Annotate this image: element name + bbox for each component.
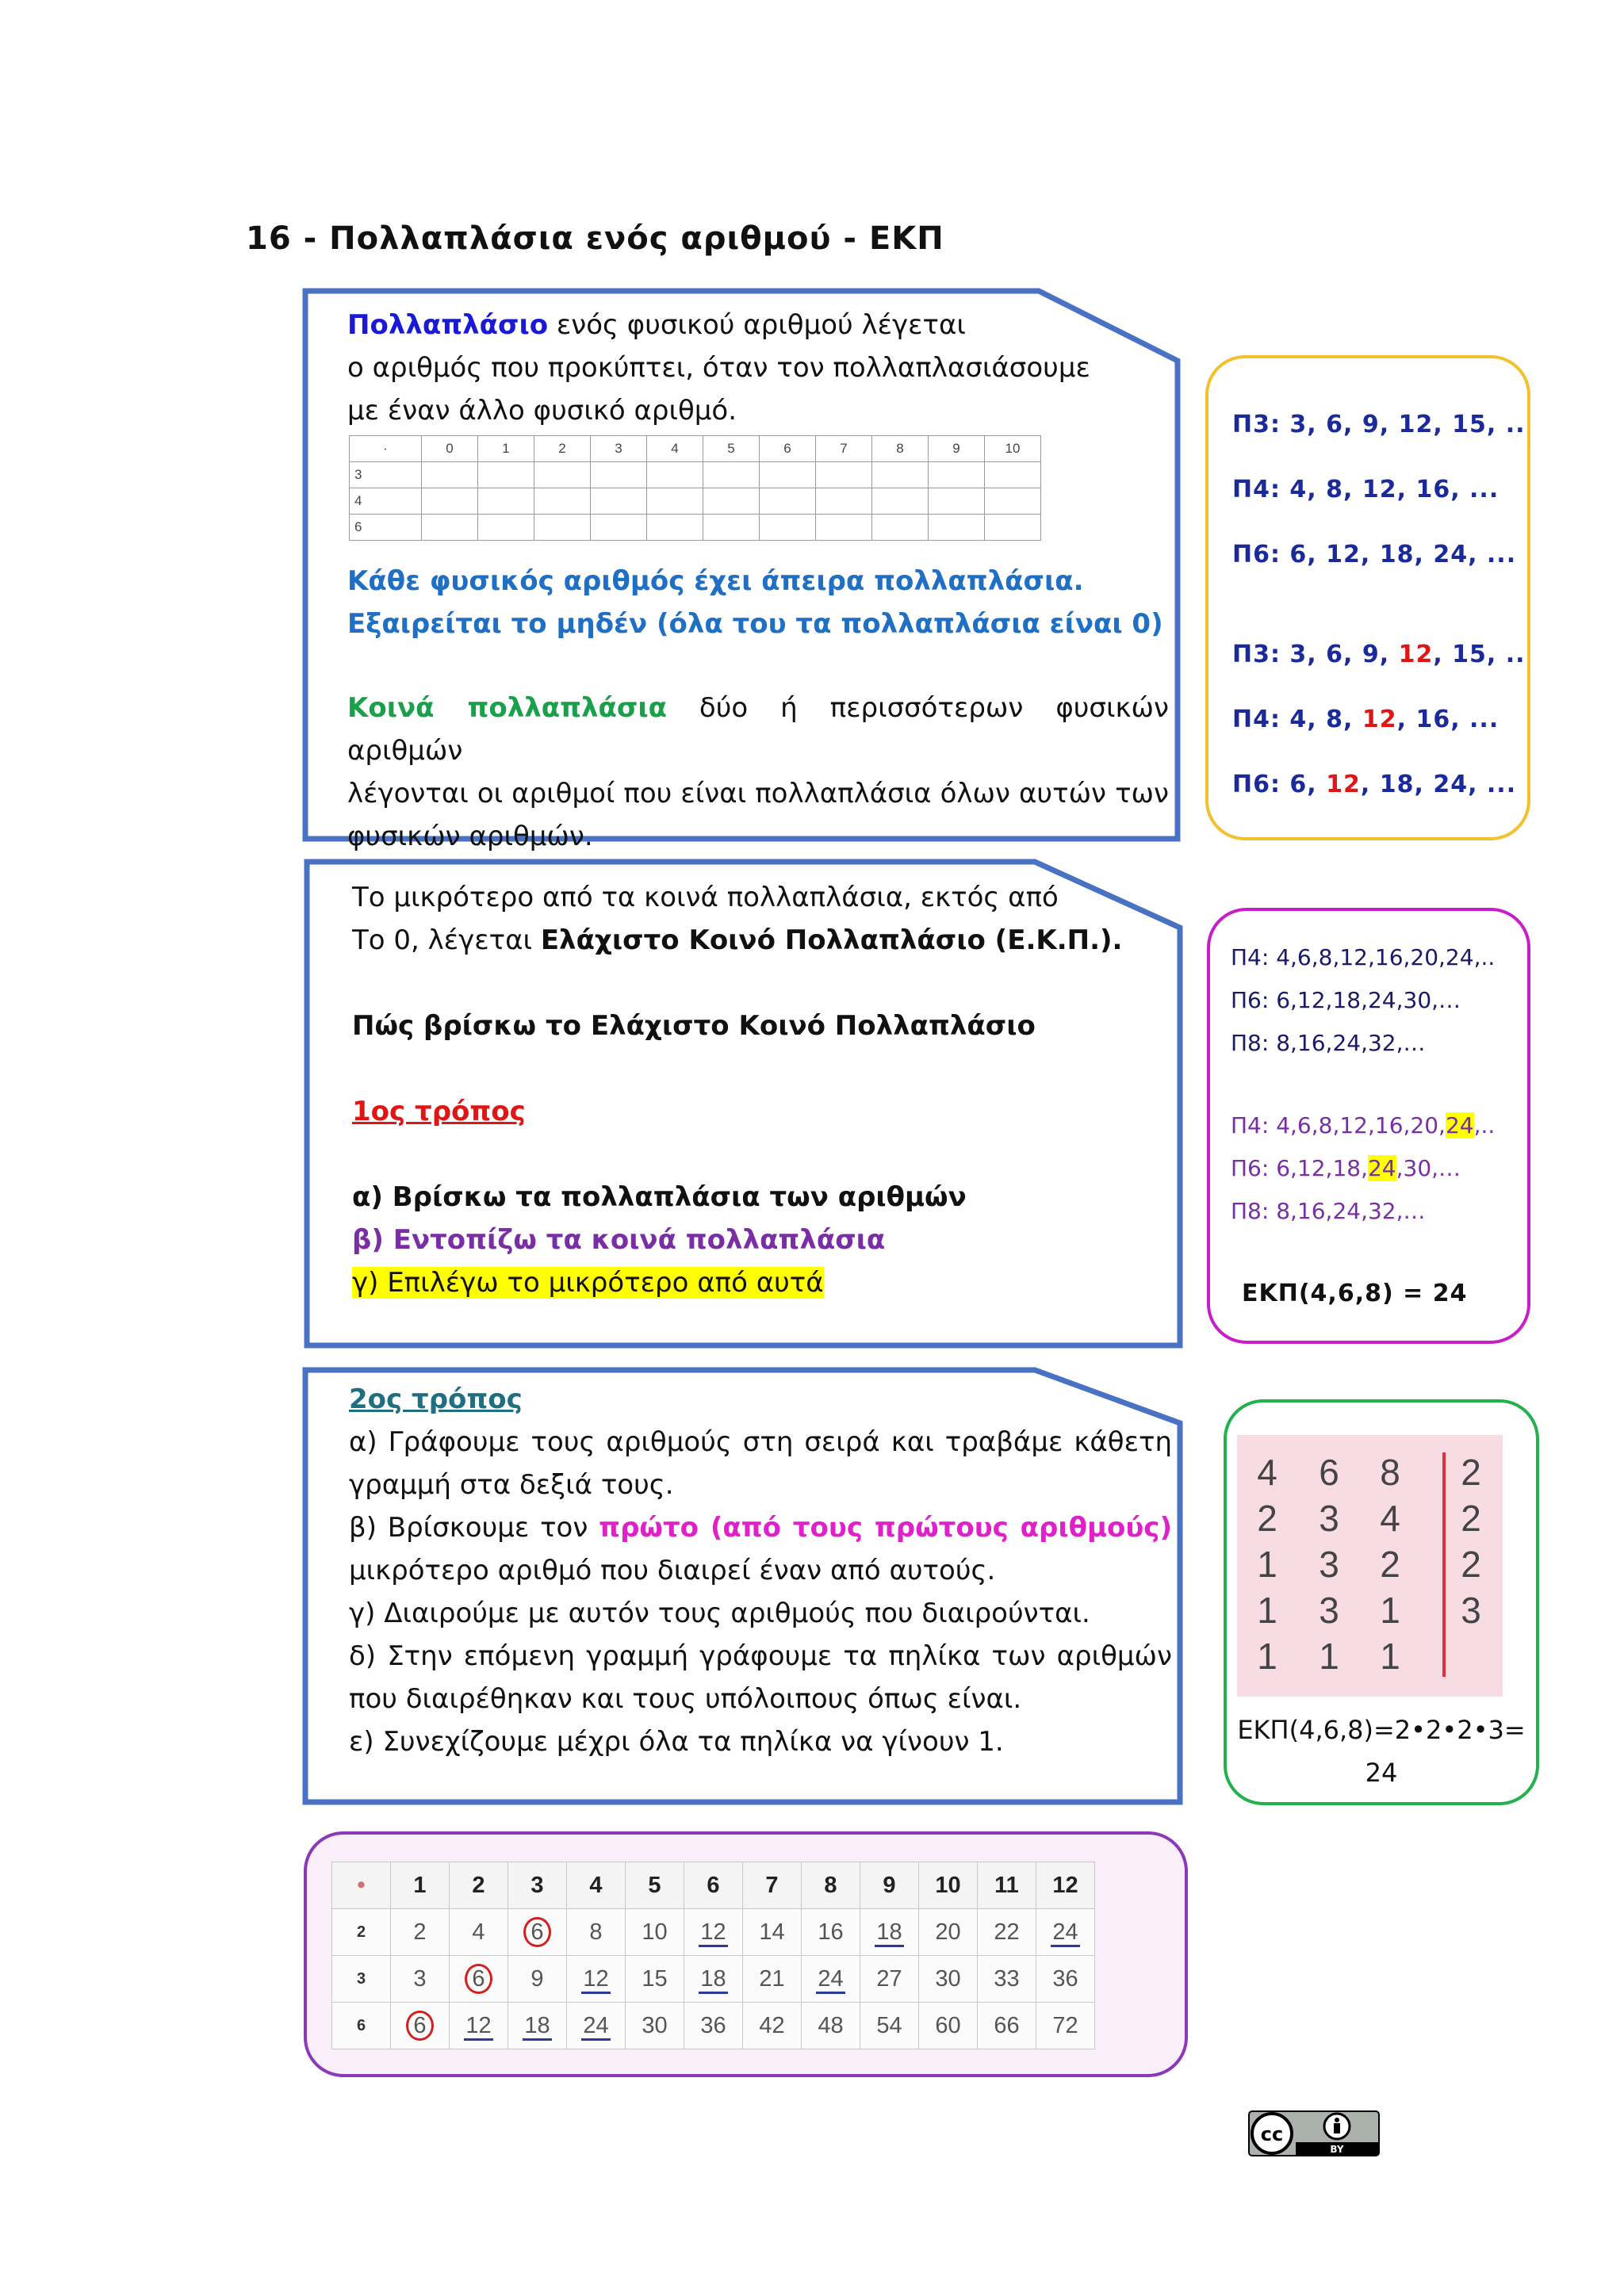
- division-ladder-image: 4 6 8 2 2 3 4 2 1 3 2 2 1 3 1 3 1 1 1: [1237, 1435, 1503, 1697]
- multiples-of-6-common: Π6: 6, 12, 18, 24, ...: [1232, 771, 1517, 798]
- multiplication-table: [331, 1862, 1095, 2049]
- common-def-3: φυσικών αριθμών.: [347, 821, 593, 852]
- common-multiples-definition: [347, 687, 1169, 858]
- way2-heading: 2ος τρόπος: [349, 1383, 523, 1415]
- table-cell: 10: [919, 1862, 978, 1909]
- table-cell: 3: [508, 1862, 567, 1909]
- table-cell: 8: [802, 1862, 860, 1909]
- lcm-way1-example-box: [1207, 908, 1530, 1344]
- table-cell: 5: [626, 1862, 684, 1909]
- table-cell: 5: [703, 436, 760, 462]
- step-c: γ) Επιλέγω το μικρότερο από αυτά: [352, 1267, 824, 1299]
- multiples-of-6: Π6: 6, 12, 18, 24, ...: [1232, 541, 1517, 568]
- box2-text: [352, 876, 1169, 1304]
- lcm-value: 24: [1365, 1758, 1398, 1788]
- underlined-common-multiple: 12: [699, 1919, 727, 1947]
- table-cell: 4: [567, 1862, 626, 1909]
- table-cell: 9: [860, 1862, 919, 1909]
- multiples-example-box: [1205, 355, 1530, 840]
- way2-step-d-1: δ) Στην επόμενη γραμμή γράφουμε τα πηλίκα των αριθμών: [349, 1640, 1172, 1672]
- multiples-of-6: Π6: 6,12,18,24,30,…: [1231, 987, 1461, 1013]
- table-row-label: 3: [350, 462, 422, 488]
- lcm-term: Ελάχιστο Κοινό Πολλαπλάσιο (Ε.Κ.Π.).: [540, 924, 1123, 956]
- way2-step-a-1: α) Γράφουμε τους αριθμούς στη σειρά και τραβάμε κάθετη: [349, 1426, 1172, 1458]
- table-cell: 2: [450, 1862, 508, 1909]
- table-cell: 6: [684, 1862, 743, 1909]
- circled-common-multiple: 6: [406, 2011, 433, 2041]
- lcm-def-1: Το μικρότερο από τα κοινά πολλαπλάσια, εκτός από: [352, 882, 1059, 913]
- common-multiples-term: Κοινά πολλαπλάσια: [347, 692, 667, 724]
- table-cell: 2: [534, 436, 591, 462]
- table-cell: 11: [978, 1862, 1036, 1909]
- underlined-common-multiple: 18: [699, 1966, 727, 1994]
- way2-step-e: ε) Συνεχίζουμε μέχρι όλα τα πηλίκα να γίνουν 1.: [349, 1726, 1004, 1758]
- underlined-common-multiple: 18: [875, 1919, 903, 1947]
- table-cell: ·: [350, 436, 422, 462]
- table-cell: 1: [478, 436, 534, 462]
- infinite-line-1: Κάθε φυσικός αριθμός έχει άπειρα πολλαπλάσια.: [347, 565, 1084, 597]
- table-cell: 6: [760, 436, 816, 462]
- infinite-line-2: Εξαιρείται το μηδέν (όλα του τα πολλαπλάσια είναι 0): [347, 608, 1163, 640]
- multiples-of-4-common: Π4: 4,6,8,12,16,20,24,..: [1231, 1112, 1496, 1138]
- way1-heading: 1ος τρόπος: [352, 1096, 526, 1127]
- way2-step-b-1: β) Βρίσκουμε τον: [349, 1512, 599, 1544]
- table-cell: 1: [391, 1862, 450, 1909]
- multiples-of-3-common: Π3: 3, 6, 9, 12, 15, ..: [1232, 641, 1526, 668]
- by-text: BY: [1330, 2144, 1344, 2155]
- step-a: α) Βρίσκω τα πολλαπλάσια των αριθμών: [352, 1181, 967, 1213]
- blank-multiplication-table: [349, 435, 1041, 541]
- table-cell: 7: [816, 436, 872, 462]
- cc-text: cc: [1260, 2123, 1284, 2145]
- multiples-of-8: Π8: 8,16,24,32,…: [1231, 1030, 1426, 1056]
- multiple-def-2: ο αριθμός που προκύπτει, όταν τον πολλαπλασιάσουμε: [347, 352, 1090, 384]
- multiple-def-3: με έναν άλλο φυσικό αριθμό.: [347, 395, 737, 427]
- common-multiple-12: 12: [1326, 771, 1361, 798]
- lcm-factor-result: [1224, 1709, 1539, 1794]
- table-cell: 3: [591, 436, 647, 462]
- lcm-def-2: Το 0, λέγεται: [352, 924, 541, 956]
- multiples-of-6-common: Π6: 6,12,18,24,30,…: [1231, 1155, 1461, 1181]
- common-multiple-12: 12: [1362, 706, 1397, 733]
- step-b: β) Εντοπίζω τα κοινά πολλαπλάσια: [352, 1224, 886, 1256]
- table-cell: 0: [422, 436, 478, 462]
- table-row-label: 6: [350, 515, 422, 541]
- way2-step-b-2: μικρότερο αριθμό που διαιρεί έναν από αυτούς.: [349, 1555, 996, 1586]
- table-row: 3 3 6 9 12 15 18 21 24 27 30 33 36: [332, 1956, 1095, 2003]
- box1-text: [347, 304, 1172, 432]
- table-row: 6 6 12 18 24 30 36 42 48 54 60 66 72: [332, 2003, 1095, 2049]
- box3-text: [349, 1378, 1172, 1763]
- table-cell: 8: [872, 436, 929, 462]
- common-multiple-12: 12: [1398, 641, 1434, 668]
- table-cell: 9: [929, 436, 985, 462]
- underlined-common-multiple: 24: [1051, 1919, 1079, 1947]
- common-def-2: λέγονται οι αριθμοί που είναι πολλαπλάσια όλων αυτών των: [347, 778, 1169, 809]
- table-row: 2 2 4 6 8 10 12 14 16 18 20 22 24: [332, 1909, 1095, 1956]
- underlined-common-multiple: 18: [523, 2013, 551, 2041]
- circled-common-multiple: 6: [523, 1917, 550, 1947]
- multiple-def-1: ενός φυσικού αριθμού λέγεται: [548, 309, 966, 341]
- multiples-of-4-common: Π4: 4, 8, 12, 16, ...: [1232, 706, 1500, 733]
- prime-note: πρώτο (από τους πρώτους αριθμούς): [599, 1512, 1173, 1544]
- multiples-of-4: Π4: 4,6,8,12,16,20,24,..: [1231, 944, 1496, 970]
- underlined-common-multiple: 24: [816, 1966, 845, 1994]
- infinite-multiples-note: [347, 560, 1163, 645]
- table-row-label: 4: [350, 488, 422, 515]
- multiples-of-8-common: Π8: 8,16,24,32,…: [1231, 1198, 1426, 1224]
- underlined-common-multiple: 12: [581, 1966, 610, 1994]
- table-cell: 7: [743, 1862, 802, 1909]
- underlined-common-multiple: 24: [581, 2013, 610, 2041]
- way2-step-c: γ) Διαιρούμε με αυτόν τους αριθμούς που διαιρούνται.: [349, 1598, 1090, 1629]
- lcm-product: ΕΚΠ(4,6,8)=2•2•2•3=: [1237, 1715, 1526, 1745]
- table-cell: 10: [985, 436, 1041, 462]
- table-cell: •: [332, 1862, 391, 1909]
- circled-common-multiple: 6: [465, 1964, 492, 1994]
- multiples-of-4: Π4: 4, 8, 12, 16, ...: [1232, 476, 1500, 503]
- common-multiple-24: 24: [1445, 1112, 1474, 1138]
- underlined-common-multiple: 12: [464, 2013, 492, 2041]
- way2-step-a-2: γραμμή στα δεξιά τους.: [349, 1469, 674, 1501]
- multiple-term: Πολλαπλάσιο: [347, 309, 549, 341]
- lcm-result: ΕΚΠ(4,6,8) = 24: [1242, 1280, 1468, 1307]
- common-def-1: δύο ή περισσότερων φυσικών αριθμών: [347, 692, 1169, 767]
- way2-step-d-2: που διαιρέθηκαν και τους υπόλοιπους όπως είναι.: [349, 1683, 1022, 1715]
- common-multiple-24: 24: [1367, 1155, 1396, 1181]
- table-cell: 4: [647, 436, 703, 462]
- multiples-of-3: Π3: 3, 6, 9, 12, 15, ..: [1232, 411, 1526, 438]
- cc-by-license-icon: [1248, 2110, 1380, 2156]
- page-title: 16 - Πολλαπλάσια ενός αριθμού - ΕΚΠ: [246, 220, 944, 257]
- table-cell: 12: [1036, 1862, 1095, 1909]
- how-to-find-heading: Πώς βρίσκω το Ελάχιστο Κοινό Πολλαπλάσιο: [352, 1010, 1036, 1042]
